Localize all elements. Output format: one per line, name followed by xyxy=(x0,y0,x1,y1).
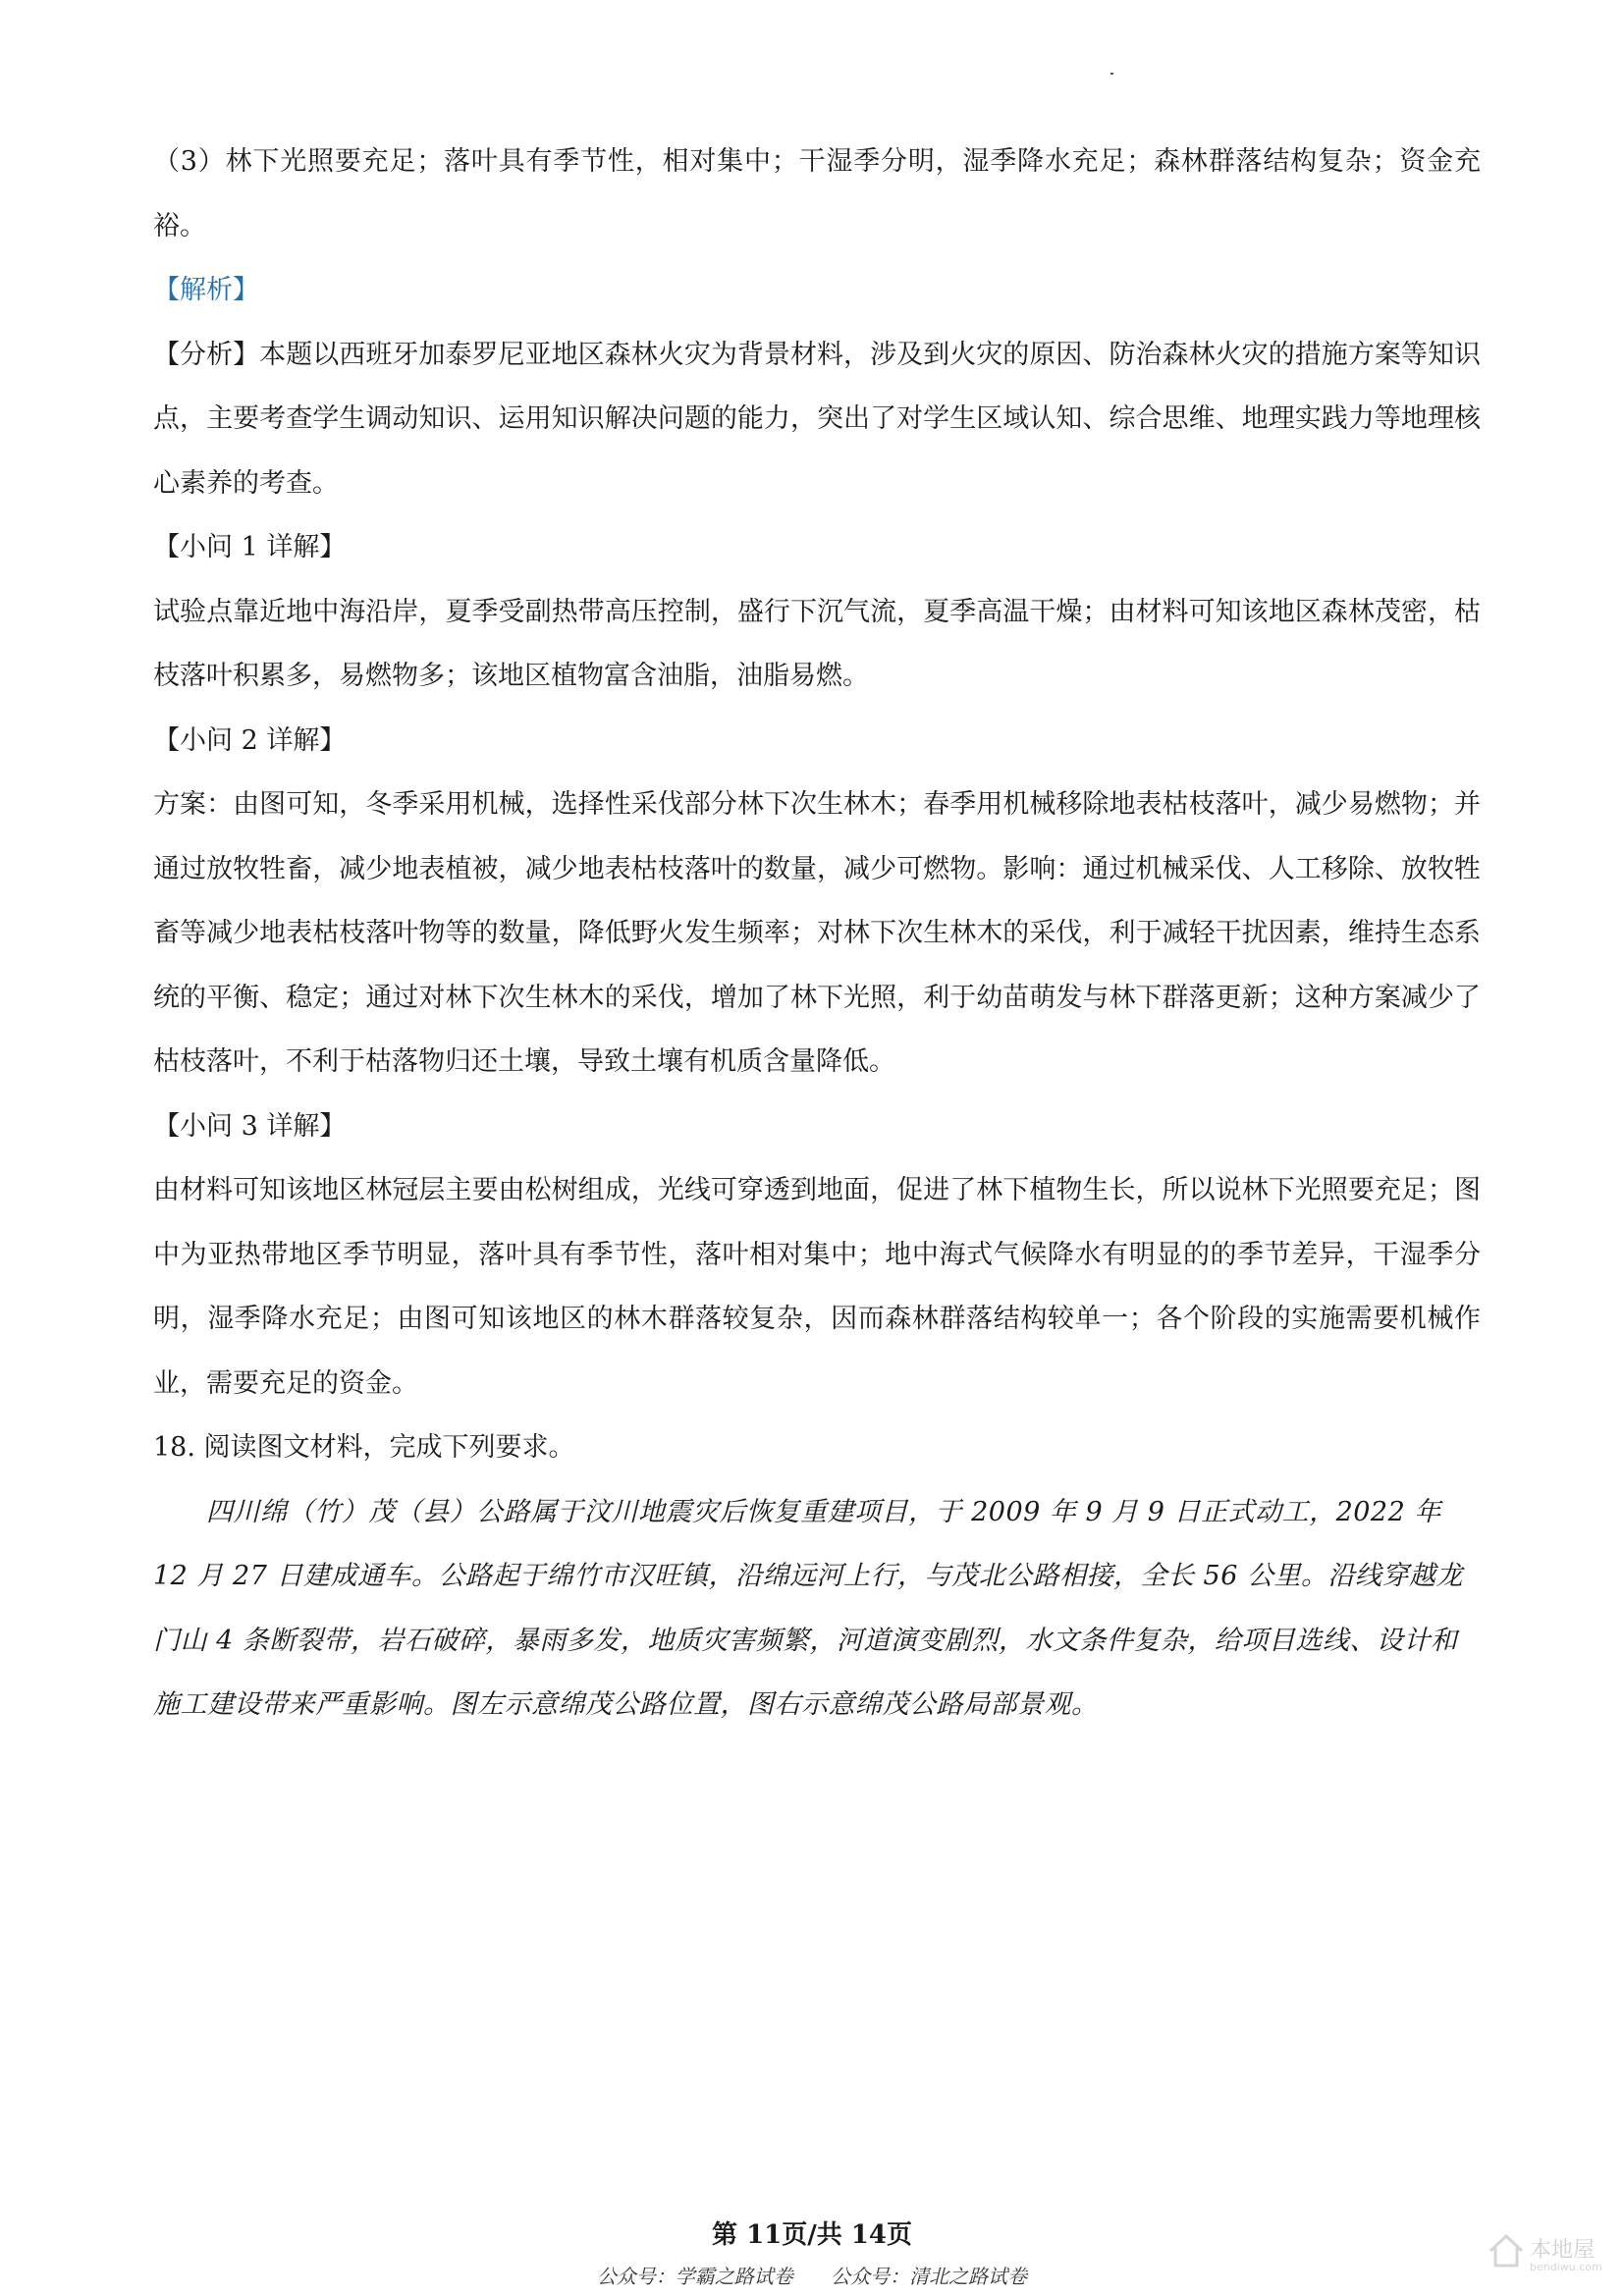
q3-explanation: 由材料可知该地区林冠层主要由松树组成，光线可穿透到地面，促进了林下植物生长，所以说林下光照要充足；图中为亚热带地区季节明显，落叶具有季节性，落叶相对集中；地中海式气候降水有明显的的季节差异，干湿季分明，湿季降水充足；由图可知该地区的林木群落较复杂，因而森林群落结构较单一；各个阶段的实施需要机械作业，需要充足的资金。 xyxy=(153,1175,1481,1399)
watermark-brand: 本地屋 xyxy=(1530,2238,1596,2263)
jiexi-heading: 【解析】 xyxy=(153,275,259,305)
analysis-paragraph: 【分析】本题以西班牙加泰罗尼亚地区森林火灾为背景材料，涉及到火灾的原因、防治森林火灾的措施方案等知识点，主要考查学生调动知识、运用知识解决问题的能力，突出了对学生区域认知、综合思维、地理实践力等地理核心素养的考查。 xyxy=(153,339,1481,499)
answer-3: （3）林下光照要充足；落叶具有季节性，相对集中；干湿季分明，湿季降水充足；森林群落结构复杂；资金充裕。 xyxy=(153,146,1481,241)
publisher-account-2: 公众号：清北之路试卷 xyxy=(831,2265,1028,2288)
q3-heading: 【小问 3 详解】 xyxy=(153,1110,347,1142)
q2-explanation: 方案：由图可知，冬季采用机械，选择性采伐部分林下次生林木；春季用机械移除地表枯枝落叶，减少易燃物；并通过放牧牲畜，减少地表植被，减少地表枯枝落叶的数量，减少可燃物。影响：通过机械采伐、人工移除、放牧牲畜等减少地表枯枝落叶物等的数量，降低野火发生频率；对林下次生林木的采伐，利于减轻干扰因素，维持生态系统的平衡、稳定；通过对林下次生林木的采伐，增加了林下光照，利于幼苗萌发与林下群落更新；这种方案减少了枯枝落叶，不利于枯落物归还土壤，导致土壤有机质含量降低。 xyxy=(153,789,1481,1077)
q2-heading: 【小问 2 详解】 xyxy=(153,724,347,756)
scan-speck xyxy=(1110,73,1113,75)
publisher-line xyxy=(0,2261,1624,2289)
document-body xyxy=(153,130,1481,1737)
question-18-title: 18. 阅读图文材料，完成下列要求。 xyxy=(153,1432,575,1463)
q1-heading: 【小问 1 详解】 xyxy=(153,532,347,562)
site-watermark xyxy=(1487,2227,1602,2282)
question-18-material: 四川绵（竹）茂（县）公路属于汶川地震灾后恢复重建项目，于 2009 年 9 月 9 日正式动工，2022 年 12 月 27 日建成通车。公路起于绵竹市汉旺镇，沿绵远河上行，与茂北公路相接，全长 56 公里。沿线穿越龙门山 4 条断裂带，岩石破碎，暴雨多发，地质灾害频繁，河道演变剧烈，水文条件复杂，给项目选线、设计和施工建设带来严重影响。图左示意绵茂公路位置，图右示意绵茂公路局部景观。 xyxy=(153,1496,1463,1720)
watermark-url: bendiwu.com xyxy=(1530,2261,1602,2273)
house-icon xyxy=(1487,2231,1526,2270)
q1-explanation: 试验点靠近地中海沿岸，夏季受副热带高压控制，盛行下沉气流，夏季高温干燥；由材料可知该地区森林茂密，枯枝落叶积累多，易燃物多；该地区植物富含油脂，油脂易燃。 xyxy=(153,596,1481,691)
page-number: 第 11页/共 14页 xyxy=(712,2220,912,2250)
publisher-account-1: 公众号：学霸之路试卷 xyxy=(596,2265,793,2288)
